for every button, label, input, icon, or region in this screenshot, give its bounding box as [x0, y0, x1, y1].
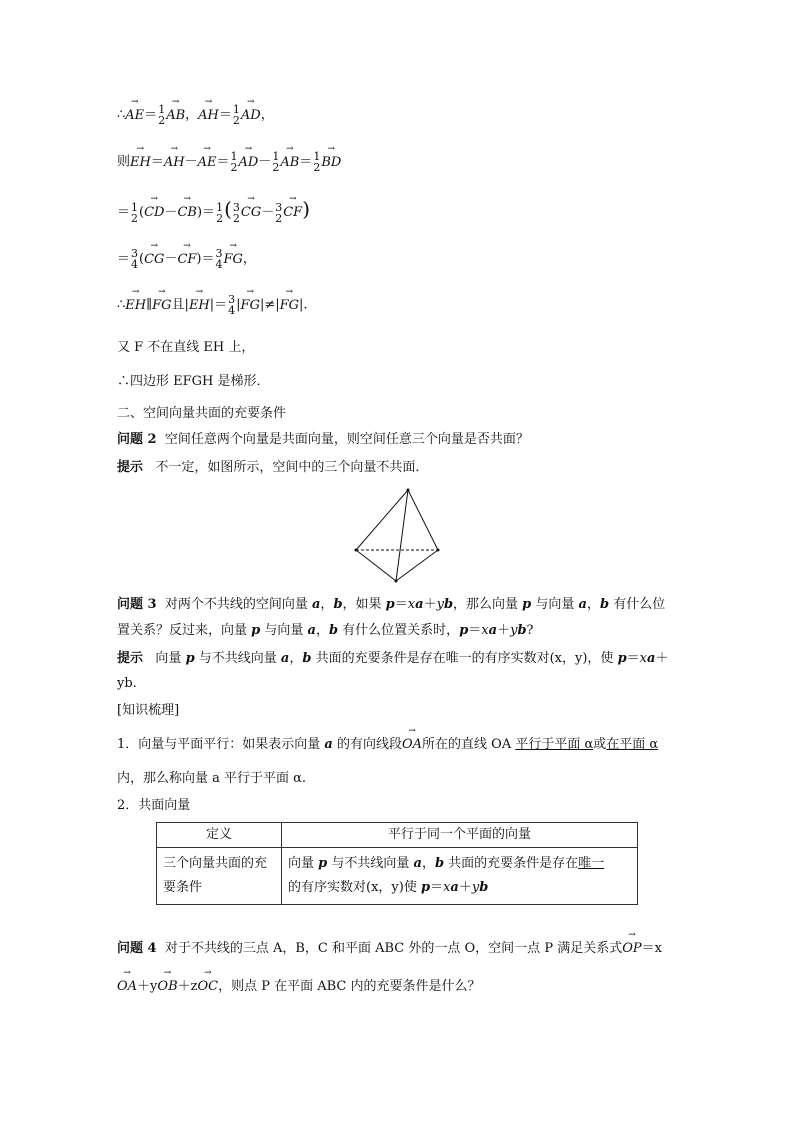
- vector-eh: → EH: [130, 154, 151, 172]
- knowledge-item-1-line-1: 1．向量与平面平行：如果表示向量 a 的有向线段→ OA所在的直线 OA 平行于平面 α或在平面 α: [117, 736, 658, 754]
- k1-underlined: 在平面 α: [606, 737, 659, 752]
- hint-text: 向量: [155, 651, 186, 666]
- fraction-half: 1 2: [131, 200, 139, 225]
- hint-1: [117, 459, 428, 477]
- table-row: [157, 848, 638, 905]
- vector-fg: → FG: [241, 297, 260, 315]
- q3-text: 有什么位: [609, 597, 666, 612]
- hint-text: 共面的充要条件是存在唯一的有序实数对(x，y)，使: [311, 651, 618, 666]
- tetra-vertex: [355, 549, 358, 552]
- table-header-cell: 定义: [157, 823, 282, 848]
- k1-text: 1．向量与平面平行：如果表示向量: [117, 737, 325, 752]
- section-heading: 二、空间向量共面的充要条件: [117, 406, 287, 421]
- q3-text: 与向量: [260, 623, 308, 638]
- q3-text: ，如果: [342, 597, 386, 612]
- vector-oc: → OC: [197, 978, 218, 996]
- table-cell: 三个向量共面的充要条件: [157, 848, 282, 905]
- then-label: 则: [117, 154, 131, 170]
- q3-text: 与向量: [531, 597, 579, 612]
- knowledge-item-1-line-2: 内，那么称向量 a 平行于平面 α.: [117, 771, 307, 786]
- tetra-edge: [356, 550, 396, 581]
- hint-text: 不一定，如图所示，空间中的三个向量不共面．: [155, 460, 429, 475]
- k1-underlined: 平行于平面 α: [515, 737, 594, 752]
- k1-text: 所在的直线 OA: [422, 737, 516, 752]
- fraction-half: 1 2: [158, 103, 166, 127]
- vector-cf: → CF: [177, 251, 196, 269]
- vector-cg: → CG: [241, 204, 261, 222]
- question-4-line-1: [117, 940, 662, 958]
- question-label: 问题 4: [117, 941, 157, 956]
- q4-text: 对于不共线的三点 A，B，C 和平面 ABC 外的一点 O，空间一点 P 满足关系式: [164, 941, 623, 956]
- tetra-vertex: [437, 549, 440, 552]
- knowledge-heading: [知识梳理]: [117, 703, 180, 718]
- hint-text: 与不共线向量: [194, 651, 281, 666]
- tetra-edge: [356, 490, 408, 550]
- and-label: 且: [171, 297, 185, 313]
- q4-text: ＋z: [177, 979, 198, 994]
- equation-line-1: ∴→ AE＝ 1 2 → AB，→ AH＝ 1 2 → AD，: [117, 104, 274, 126]
- question-text: 空间任意两个向量是共面向量，则空间任意三个向量是否共面？: [164, 432, 529, 447]
- q4-text: ＋y: [137, 979, 158, 994]
- text-line-7: ∴四边形 EFGH 是梯形．: [117, 374, 270, 389]
- hint-label: 提示: [117, 651, 144, 666]
- question-4-line-2: [117, 978, 481, 996]
- equation-line-3: ＝ 1 2 (→ CD－→ CB)＝ 1 2 ( 3 2 → CG－ 3 2 → CF): [117, 200, 310, 224]
- k1-text: 或: [593, 737, 607, 752]
- vector-ab: → AB: [280, 154, 299, 172]
- hint-label: 提示: [117, 460, 144, 475]
- fraction-three-halves: 3 2: [232, 200, 240, 225]
- vector-bd: → BD: [321, 154, 341, 172]
- text-line-6: 又 F 不在直线 EH 上，: [117, 340, 255, 355]
- vector-ad: → AD: [239, 154, 259, 172]
- equation-line-4: ＝ 3 4 (→ CG－→ CF)＝ 3 4 → FG，: [117, 248, 256, 270]
- fraction-half: 1 2: [232, 103, 240, 127]
- vector-ah: → AH: [164, 154, 185, 172]
- q4-text: ，则点 P 在平面 ABC 内的充要条件是什么？: [218, 979, 481, 994]
- q3-text: 置关系？反过来，向量: [117, 623, 252, 638]
- vector-eh: → EH: [189, 297, 210, 315]
- fraction-three-quarters: 3 4: [131, 247, 139, 271]
- fraction-three-halves: 3 2: [275, 200, 283, 225]
- hint-2-line-1: 提示 向量 p 与不共线向量 a，b 共面的充要条件是存在唯一的有序实数对(x，y)，使 p＝xa＋: [117, 651, 669, 666]
- table-header-cell: 平行于同一个平面的向量: [282, 823, 638, 848]
- equation-line-2: 则→ EH＝→ AH－→ AE＝ 1 2 → AD－ 1 2 → AB＝ 1 2 → BD: [117, 151, 341, 173]
- fraction-half: 1 2: [216, 200, 224, 225]
- fraction-three-quarters: 3 4: [215, 247, 223, 271]
- vector-fg: → FG: [152, 297, 171, 315]
- vector-ae: → AE: [198, 154, 217, 172]
- question-3-line-1: 问题 3 对两个不共线的空间向量 a，b，如果 p＝xa＋yb，那么向量 p 与向量 a，b 有什么位: [117, 597, 666, 612]
- question-3-line-2: 置关系？反过来，向量 p 与向量 a，b 有什么位置关系时，p＝xa＋yb?: [117, 623, 534, 638]
- tetra-vertex: [395, 580, 398, 583]
- vector-oa: → OA: [117, 978, 137, 996]
- vector-ob: → OB: [157, 978, 177, 996]
- cell-text: 向量: [288, 856, 319, 871]
- vector-cd: → CD: [144, 204, 164, 222]
- q3-text: 有什么位置关系时，: [338, 623, 460, 638]
- vector-ae: → AE: [125, 107, 144, 125]
- cell-text: 与不共线向量: [327, 856, 414, 871]
- fraction-three-quarters: 3 4: [228, 293, 236, 317]
- tetra-edge: [396, 550, 438, 581]
- vector-cf: → CF: [283, 204, 302, 222]
- fraction-half: 1 2: [313, 150, 321, 174]
- tetra-edge: [408, 490, 438, 550]
- hint-2-line-2: yb.: [117, 676, 137, 691]
- tetra-vertex: [407, 489, 410, 492]
- question-label: 问题 2: [117, 432, 157, 447]
- knowledge-item-2: 2．共面向量: [117, 798, 191, 813]
- tetrahedron-figure: [352, 485, 442, 585]
- therefore-symbol: ∴: [117, 297, 126, 313]
- coplanar-definition-table: [156, 822, 638, 905]
- vector-eh: → EH: [125, 297, 146, 315]
- vector-cb: → CB: [177, 204, 197, 222]
- table-row: [157, 823, 638, 848]
- vector-cg: → CG: [144, 251, 164, 269]
- vector-op: → OP: [622, 940, 641, 958]
- question-label: 问题 3: [117, 597, 157, 612]
- q3-text: ，那么向量: [453, 597, 523, 612]
- q4-text: ＝x: [641, 941, 662, 956]
- cell-underlined: 唯一: [578, 856, 605, 871]
- cell-text: 共面的充要条件是存在: [444, 856, 579, 871]
- vector-ab: → AB: [166, 107, 185, 125]
- vector-fg: → FG: [224, 251, 243, 269]
- q3-text: 对两个不共线的空间向量: [164, 597, 312, 612]
- question-2: [117, 431, 529, 449]
- vector-ah: → AH: [198, 107, 219, 125]
- fraction-half: 1 2: [272, 150, 280, 174]
- vector-oa: → OA: [402, 736, 422, 754]
- fraction-half: 1 2: [230, 150, 238, 174]
- k1-text: 的有向线段: [332, 737, 402, 752]
- table-cell: 向量 p 与不共线向量 a，b 共面的充要条件是存在唯一 的有序实数对(x，y)使 p＝xa＋yb: [282, 848, 638, 905]
- equation-line-5: ∴→ EH∥→ FG且|→ EH|＝ 3 4 |→ FG|≠|→ FG|.: [117, 294, 308, 316]
- tetra-edge: [396, 490, 408, 581]
- vector-ad: → AD: [241, 107, 261, 125]
- therefore-symbol: ∴: [117, 107, 126, 123]
- cell-text: 的有序实数对(x，y)使: [288, 880, 421, 895]
- vector-fg: → FG: [280, 297, 299, 315]
